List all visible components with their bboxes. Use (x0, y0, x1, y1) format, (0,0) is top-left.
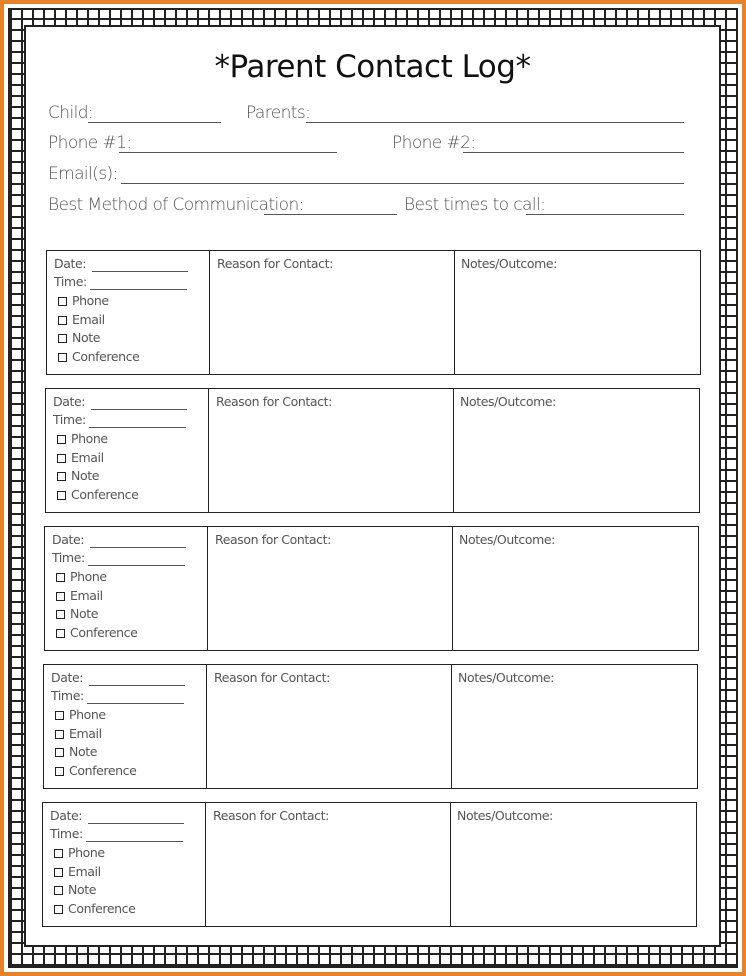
option-label-note: Note (71, 468, 99, 483)
option-label-conference: Conference (70, 624, 138, 640)
checkbox-note[interactable] (56, 610, 65, 619)
contact-entry (45, 388, 700, 513)
column-divider (206, 665, 207, 788)
checkbox-phone[interactable] (55, 711, 64, 720)
checkbox-note[interactable] (57, 472, 66, 481)
column-divider (454, 251, 455, 374)
phone2-label: Phone #2: (392, 133, 476, 153)
checkbox-conference[interactable] (58, 353, 67, 362)
time-line[interactable] (90, 289, 187, 290)
time-label: Time: (50, 826, 83, 841)
date-line[interactable] (90, 547, 186, 548)
option-label-email: Email (70, 587, 103, 603)
checkbox-conference[interactable] (55, 767, 64, 776)
checkbox-email[interactable] (56, 592, 65, 601)
option-label-conference: Conference (68, 900, 136, 916)
time-line[interactable] (87, 703, 184, 704)
notes-field[interactable] (454, 549, 696, 649)
option-label-phone: Phone (70, 569, 107, 584)
child-line[interactable] (88, 122, 221, 123)
column-divider (453, 389, 454, 512)
checkbox-phone[interactable] (58, 297, 67, 306)
best-method-line[interactable] (264, 214, 397, 215)
date-label: Date: (53, 394, 86, 409)
checkbox-phone[interactable] (56, 573, 65, 582)
option-label-email: Email (71, 449, 104, 465)
contact-entry (43, 664, 698, 789)
option-label-conference: Conference (72, 348, 140, 364)
option-label-email: Email (69, 725, 102, 741)
column-divider (208, 389, 209, 512)
reason-field[interactable] (208, 687, 448, 787)
reason-label: Reason for Contact: (213, 808, 329, 823)
checkbox-phone[interactable] (57, 435, 66, 444)
emails-line[interactable] (121, 183, 684, 184)
option-label-phone: Phone (69, 707, 106, 722)
emails-label: Email(s): (48, 164, 118, 184)
best-times-label: Best times to call: (404, 195, 546, 215)
best-times-line[interactable] (526, 214, 684, 215)
date-line[interactable] (91, 409, 187, 410)
option-label-conference: Conference (71, 486, 139, 502)
date-line[interactable] (88, 823, 184, 824)
log-sheet (24, 25, 721, 947)
notes-field[interactable] (455, 411, 697, 511)
time-label: Time: (54, 274, 87, 289)
option-label-note: Note (70, 606, 98, 621)
reason-field[interactable] (210, 411, 450, 511)
column-divider (207, 527, 208, 650)
option-label-note: Note (72, 330, 100, 345)
checkbox-phone[interactable] (54, 849, 63, 858)
checkbox-email[interactable] (55, 730, 64, 739)
notes-field[interactable] (452, 825, 694, 925)
notes-label: Notes/Outcome: (458, 670, 554, 685)
parents-line[interactable] (306, 122, 684, 123)
notes-field[interactable] (456, 273, 698, 373)
option-label-conference: Conference (69, 762, 137, 778)
column-divider (451, 665, 452, 788)
time-label: Time: (51, 688, 84, 703)
column-divider (209, 251, 210, 374)
column-divider (205, 803, 206, 926)
contact-entry (44, 526, 699, 651)
notes-label: Notes/Outcome: (459, 532, 555, 547)
notes-label: Notes/Outcome: (460, 394, 556, 409)
reason-field[interactable] (207, 825, 447, 925)
reason-label: Reason for Contact: (217, 256, 333, 271)
notes-field[interactable] (453, 687, 695, 787)
notes-label: Notes/Outcome: (461, 256, 557, 271)
reason-field[interactable] (209, 549, 449, 649)
checkbox-conference[interactable] (57, 491, 66, 500)
option-label-email: Email (68, 863, 101, 879)
time-label: Time: (52, 550, 85, 565)
time-line[interactable] (89, 427, 186, 428)
date-line[interactable] (89, 685, 185, 686)
time-line[interactable] (88, 565, 185, 566)
best-method-label: Best Method of Communication: (48, 195, 304, 215)
option-label-phone: Phone (72, 293, 109, 308)
checkbox-note[interactable] (55, 748, 64, 757)
time-line[interactable] (86, 841, 183, 842)
page-title: *Parent Contact Log* (214, 49, 531, 85)
phone1-line[interactable] (119, 152, 337, 153)
checkbox-note[interactable] (58, 334, 67, 343)
date-label: Date: (51, 670, 84, 685)
phone2-line[interactable] (463, 152, 684, 153)
date-label: Date: (50, 808, 83, 823)
checkbox-conference[interactable] (56, 629, 65, 638)
column-divider (452, 527, 453, 650)
option-label-note: Note (69, 744, 97, 759)
child-label: Child: (48, 103, 94, 123)
checkbox-email[interactable] (58, 316, 67, 325)
contact-entry (42, 802, 697, 927)
checkbox-note[interactable] (54, 886, 63, 895)
checkbox-email[interactable] (57, 454, 66, 463)
option-label-email: Email (72, 311, 105, 327)
parents-label: Parents: (246, 103, 311, 123)
option-label-phone: Phone (68, 845, 105, 860)
reason-label: Reason for Contact: (214, 670, 330, 685)
reason-field[interactable] (211, 273, 451, 373)
option-label-phone: Phone (71, 431, 108, 446)
option-label-note: Note (68, 882, 96, 897)
date-label: Date: (54, 256, 87, 271)
reason-label: Reason for Contact: (216, 394, 332, 409)
checkbox-conference[interactable] (54, 905, 63, 914)
contact-entry (46, 250, 701, 375)
date-line[interactable] (92, 271, 188, 272)
date-label: Date: (52, 532, 85, 547)
reason-label: Reason for Contact: (215, 532, 331, 547)
time-label: Time: (53, 412, 86, 427)
column-divider (450, 803, 451, 926)
phone1-label: Phone #1: (48, 133, 132, 153)
notes-label: Notes/Outcome: (457, 808, 553, 823)
checkbox-email[interactable] (54, 868, 63, 877)
